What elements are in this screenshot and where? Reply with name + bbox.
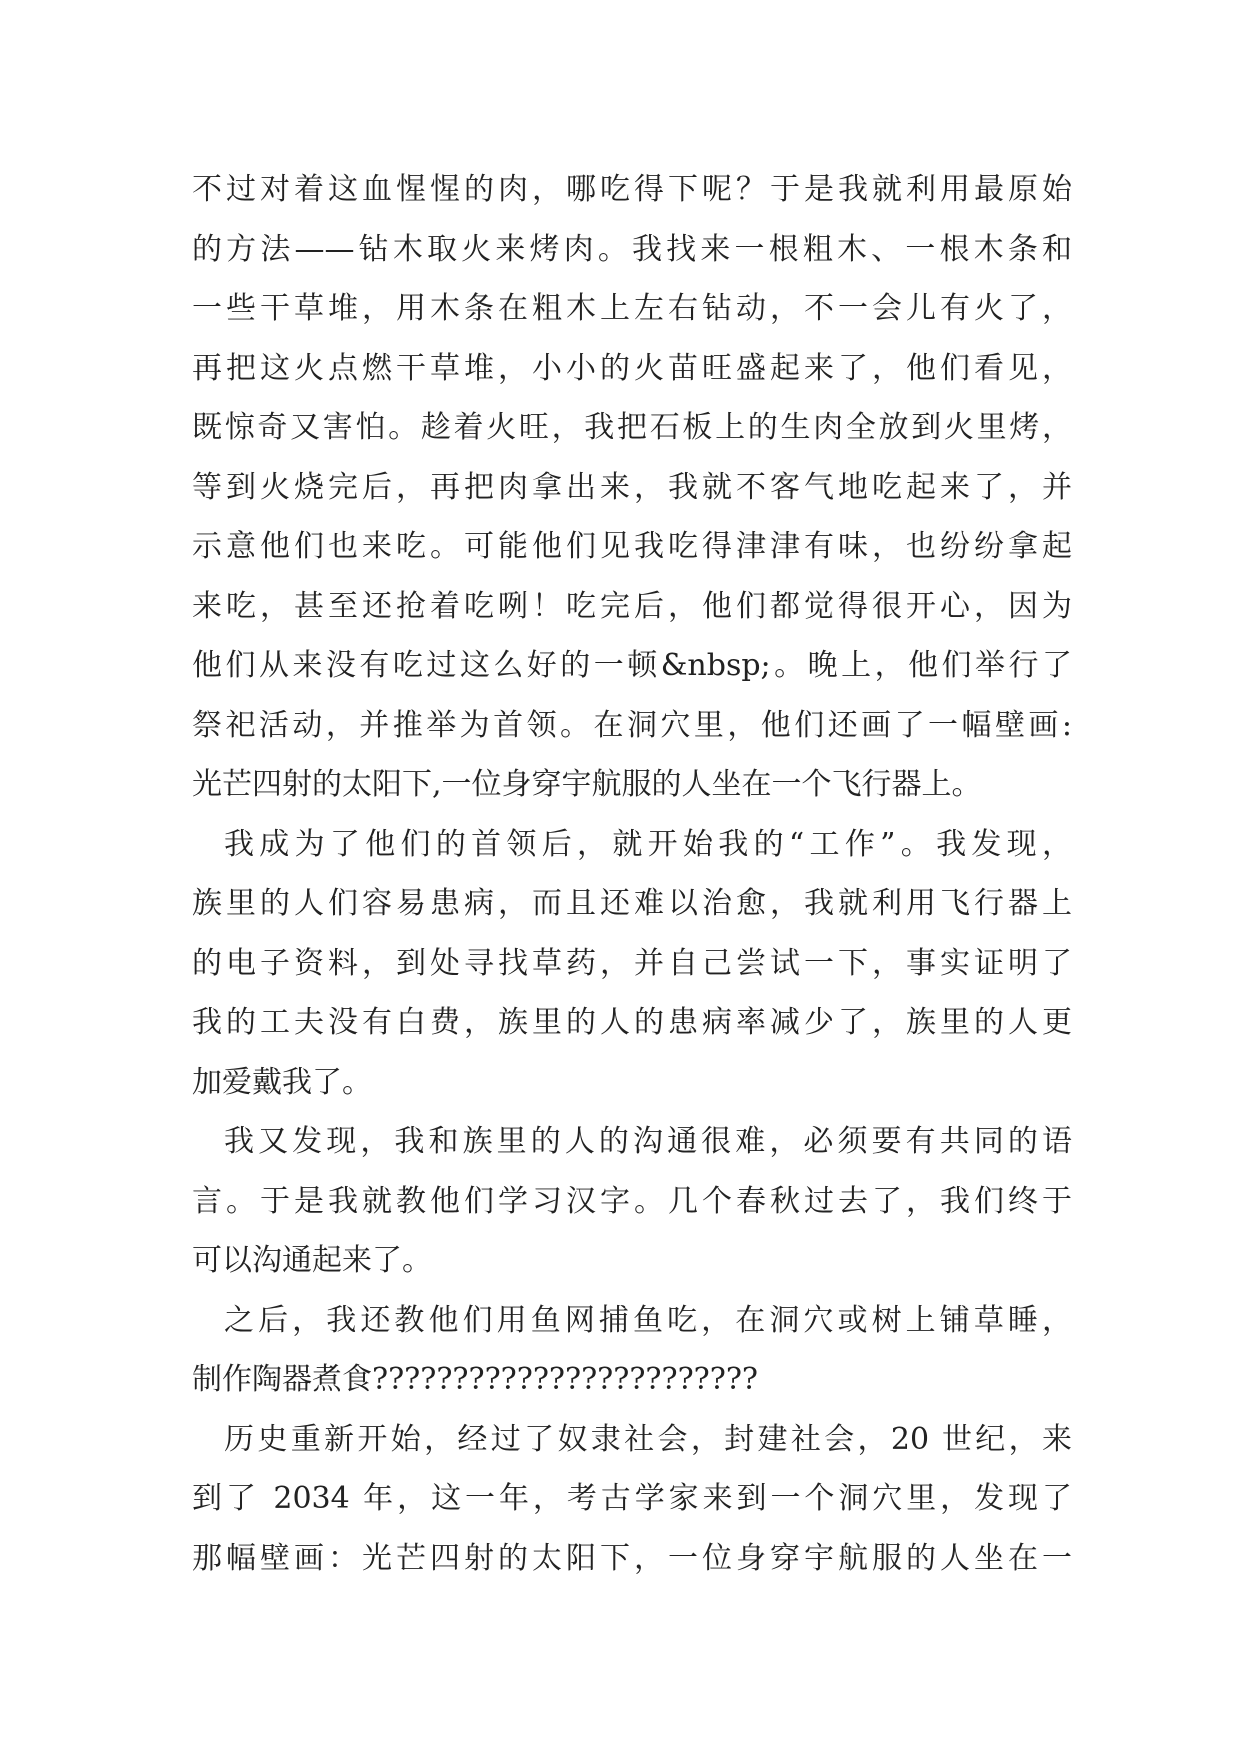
text-line: 言。于是我就教他们学习汉字。几个春秋过去了，我们终于	[192, 1183, 1072, 1219]
text-line: 我又发现，我和族里的人的沟通很难，必须要有共同的语	[224, 1124, 1072, 1159]
text-line: 祭祀活动，并推举为首领。在洞穴里，他们还画了一幅壁画:	[192, 707, 1072, 743]
text-line: 一些干草堆，用木条在粗木上左右钻动，不一会儿有火了，	[192, 291, 1072, 326]
text-line: 之后，我还教他们用鱼网捕鱼吃，在洞穴或树上铺草睡，	[224, 1302, 1072, 1338]
text-line: 可以沟通起来了。	[192, 1243, 432, 1278]
text-line: 到了 2034 年，这一年，考古学家来到一个洞穴里，发现了	[192, 1481, 1072, 1516]
text-line: 那幅壁画：光芒四射的太阳下，一位身穿宇航服的人坐在一	[192, 1540, 1072, 1576]
text-line: 示意他们也来吃。可能他们见我吃得津津有味，也纷纷拿起	[192, 529, 1072, 564]
text-line: 的电子资料，到处寻找草药，并自己尝试一下，事实证明了	[192, 945, 1072, 981]
text-line: 光芒四射的太阳下,一位身穿宇航服的人坐在一个飞行器上。	[192, 767, 982, 802]
text-line: 族里的人们容易患病，而且还难以治愈，我就利用飞行器上	[192, 886, 1072, 921]
text-line: 不过对着这血惺惺的肉，哪吃得下呢？于是我就利用最原始	[192, 172, 1072, 207]
text-line: 加爱戴我了。	[192, 1064, 372, 1100]
text-line: 制作陶器煮食????????????????????????	[192, 1362, 759, 1397]
text-line: 我的工夫没有白费，族里的人的患病率减少了，族里的人更	[192, 1005, 1072, 1040]
text-line: 等到火烧完后，再把肉拿出来，我就不客气地吃起来了，并	[192, 469, 1072, 505]
document-body	[192, 160, 1072, 1588]
text-line: 他们从来没有吃过这么好的一顿&nbsp;。晚上，他们举行了	[192, 648, 1072, 683]
text-line: 我成为了他们的首领后，就开始我的“工作”。我发现，	[224, 826, 1072, 862]
text-line: 历史重新开始，经过了奴隶社会，封建社会，20 世纪，来	[224, 1421, 1072, 1457]
text-line: 再把这火点燃干草堆，小小的火苗旺盛起来了，他们看见，	[192, 350, 1072, 386]
text-line: 来吃，甚至还抢着吃咧！吃完后，他们都觉得很开心，因为	[192, 588, 1072, 624]
text-line: 既惊奇又害怕。趁着火旺，我把石板上的生肉全放到火里烤，	[192, 410, 1072, 445]
text-line: 的方法——钻木取火来烤肉。我找来一根粗木、一根木条和	[192, 231, 1072, 267]
